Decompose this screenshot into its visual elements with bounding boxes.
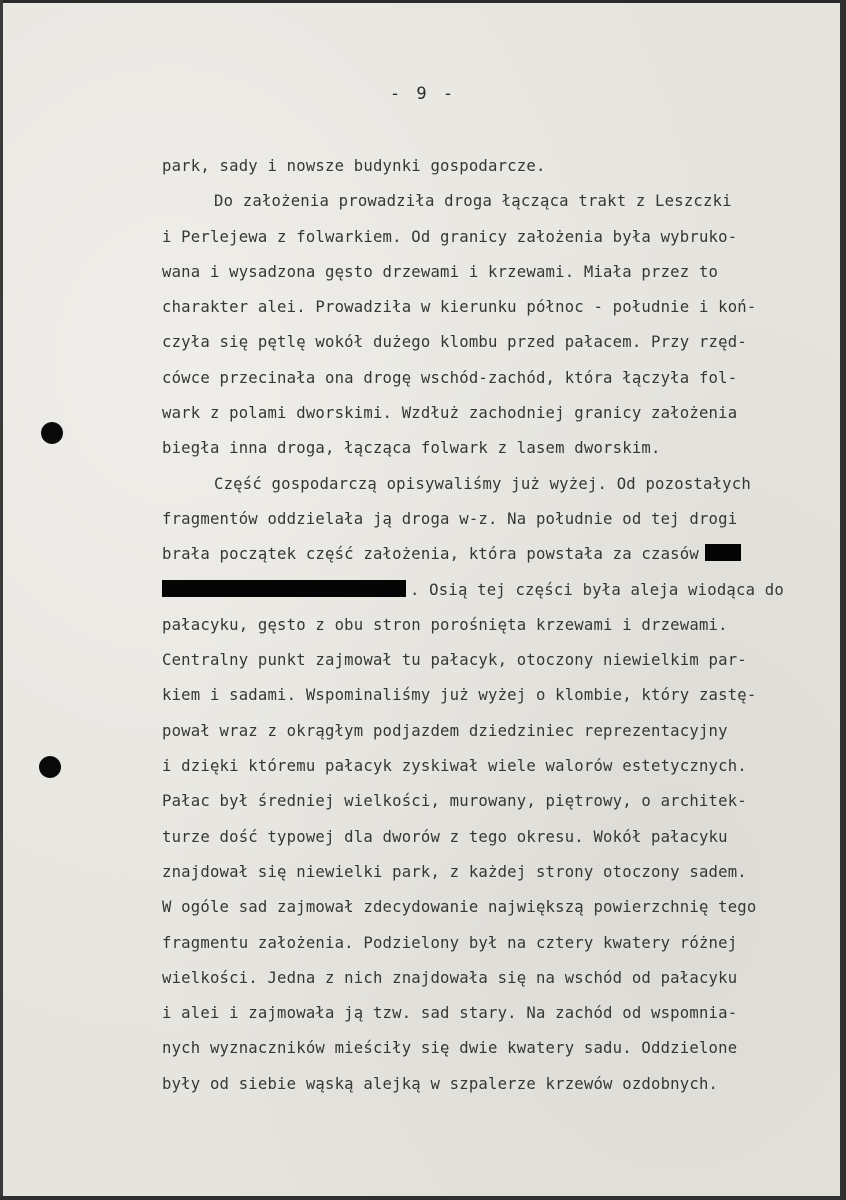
- text-line: wark z polami dworskimi. Wzdłuż zachodniej granicy założenia: [162, 404, 738, 423]
- text-line: kiem i sadami. Wspominaliśmy już wyżej o klombie, który zastę-: [162, 686, 757, 705]
- text-line-with-redaction: [162, 540, 822, 575]
- text-line: i dzięki któremu pałacyk zyskiwał wiele walorów estetycznych.: [162, 757, 747, 776]
- text-line: W ogóle sad zajmował zdecydowanie największą powierzchnię tego: [162, 898, 757, 917]
- text-line: pałacyku, gęsto z obu stron porośnięta krzewami i drzewami.: [162, 615, 728, 634]
- body-text: [162, 152, 822, 1105]
- text-line-with-redaction: [162, 576, 822, 611]
- text-line: pował wraz z okrągłym podjazdem dziedziniec reprezentacyjny: [162, 721, 728, 740]
- text-line: fragmentu założenia. Podzielony był na cztery kwatery różnej: [162, 933, 738, 952]
- redaction-bar: [705, 544, 741, 561]
- punch-hole: [39, 756, 61, 778]
- text-line: biegła inna droga, łącząca folwark z lasem dworskim.: [162, 439, 661, 458]
- text-line: Do założenia prowadziła droga łącząca trakt z Leszczki: [214, 192, 732, 211]
- text-line: wielkości. Jedna z nich znajdowała się na wschód od pałacyku: [162, 968, 738, 987]
- text-line: park, sady i nowsze budynki gospodarcze.: [162, 157, 546, 175]
- page-edge-right: [840, 0, 846, 1200]
- text-line: wana i wysadzona gęsto drzewami i krzewami. Miała przez to: [162, 262, 719, 281]
- text-line: i alei i zajmowała ją tzw. sad stary. Na zachód od wspomnia-: [162, 1004, 738, 1023]
- text-line: Pałac był średniej wielkości, murowany, piętrowy, o architek-: [162, 792, 747, 811]
- text-line: cówce przecinała ona drogę wschód-zachód, która łączyła fol-: [162, 368, 738, 387]
- text-line: Część gospodarczą opisywaliśmy już wyżej. Od pozostałych: [214, 474, 751, 493]
- text-line: znajdował się niewielki park, z każdej strony otoczony sadem.: [162, 862, 747, 881]
- text-span: brała początek część założenia, która powstała za czasów: [162, 545, 699, 564]
- page-edge-bottom: [0, 1196, 846, 1200]
- text-line: nych wyznaczników mieściły się dwie kwatery sadu. Oddzielone: [162, 1039, 738, 1058]
- text-line: czyła się pętlę wokół dużego klombu przed pałacem. Przy rzęd-: [162, 333, 747, 352]
- text-line: turze dość typowej dla dworów z tego okresu. Wokół pałacyku: [162, 827, 728, 846]
- text-line: były od siebie wąską alejką w szpalerze krzewów ozdobnych.: [162, 1074, 719, 1093]
- text-line: fragmentów oddzielała ją droga w-z. Na południe od tej drogi: [162, 509, 738, 528]
- text-line: Centralny punkt zajmował tu pałacyk, otoczony niewielkim par-: [162, 651, 747, 670]
- page-edge-left: [0, 0, 3, 1200]
- text-span: . Osią tej części była aleja wiodąca do: [410, 580, 784, 599]
- punch-hole: [41, 422, 63, 444]
- text-line: i Perlejewa z folwarkiem. Od granicy założenia była wybruko-: [162, 227, 738, 246]
- page-edge-top: [0, 0, 846, 3]
- redaction-bar: [162, 580, 406, 597]
- text-line: charakter alei. Prowadziła w kierunku północ - południe i koń-: [162, 298, 757, 317]
- page-number: - 9 -: [389, 84, 457, 104]
